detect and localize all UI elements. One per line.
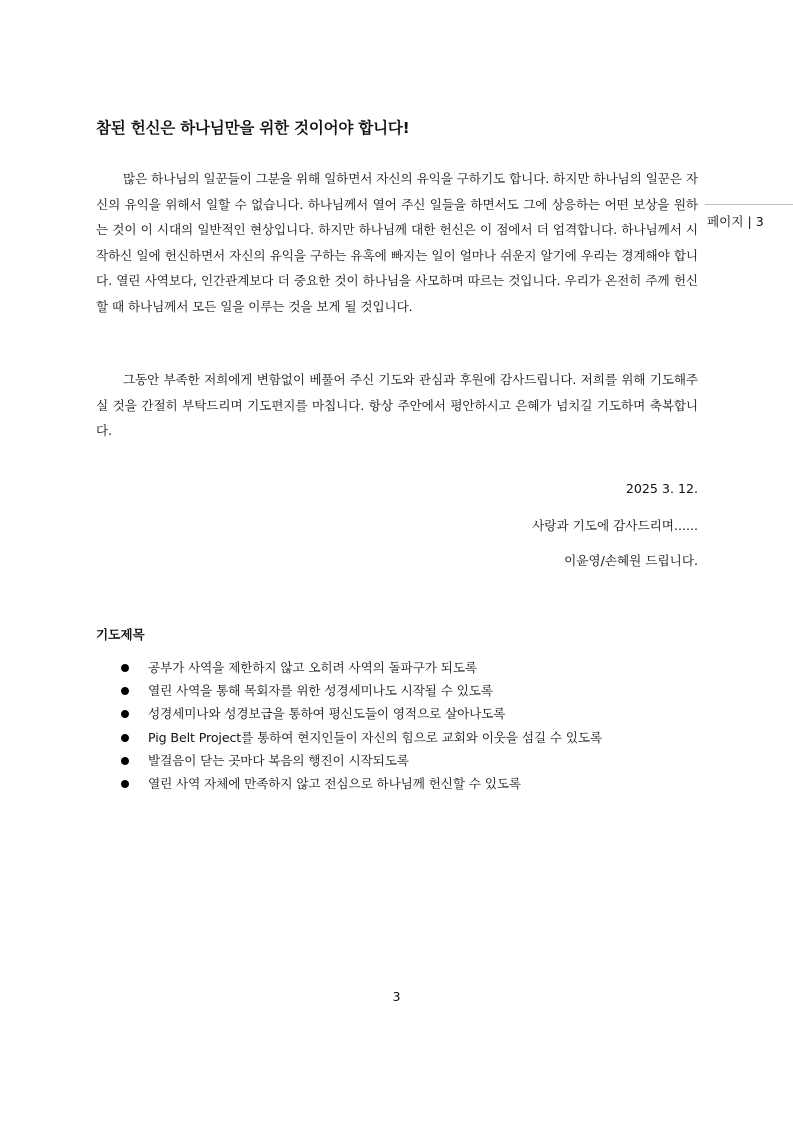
bullet-icon xyxy=(121,687,129,695)
letter-date: 2025 3. 12. xyxy=(625,481,698,496)
body-paragraph-1: 많은 하나님의 일꾼들이 그분을 위해 일하면서 자신의 유익을 구하기도 합니다. 하지만 하나님의 일꾼은 자신의 유익을 위해서 일할 수 없습니다. 하나님께서 열어 주신 일들을 하면서도 그에 상응하는 어떤 보상을 원하는 것이 이 시대의 일반적인 현상입니다. 하지만 하나님께 대한 헌신은 이 점에서 더 엄격합니다. 하나님께서 시작하신 일에 헌신하면서 자신의 유익을 구하는 유혹에 빠지는 일이 얼마나 쉬운지 알기에 우리는 경계해야 합니다. 열린 사역보다, 인간관계보다 더 중요한 것이 하나님을 사모하며 따르는 것입니다. 우리가 온전히 주께 헌신할 때 하나님께서 모든 일을 이루는 것을 보게 될 것입니다. xyxy=(96,171,698,314)
page-number: 3 xyxy=(392,989,401,1004)
prayer-item xyxy=(121,726,602,749)
bullet-icon xyxy=(121,664,129,672)
prayer-item xyxy=(121,772,602,795)
prayer-item-text: 성경세미나와 성경보급을 통하여 평신도들이 영적으로 살아나도록 xyxy=(148,706,506,722)
margin-page-tab-rule xyxy=(705,204,793,205)
prayer-item-text: 열린 사역을 통해 목회자를 위한 성경세미나도 시작될 수 있도록 xyxy=(148,683,493,699)
margin-page-label: 페이지 | 3 xyxy=(707,214,764,229)
letter-closing: 사랑과 기도에 감사드리며...... xyxy=(532,518,698,533)
prayer-item-text: 공부가 사역을 제한하지 않고 오히려 사역의 돌파구가 되도록 xyxy=(148,660,477,675)
letter-signature: 이윤영/손혜원 드립니다. xyxy=(564,553,698,568)
prayer-item-text: Pig Belt Project를 통하여 현지인들이 자신의 힘으로 교회와 이웃을 섬길 수 있도록 xyxy=(148,729,603,745)
prayer-item xyxy=(121,656,602,679)
prayer-section-title: 기도제목 xyxy=(96,627,145,642)
prayer-list xyxy=(121,656,602,795)
prayer-item xyxy=(121,702,602,725)
bullet-icon xyxy=(121,734,129,742)
prayer-item-text: 발걸음이 닫는 곳마다 복음의 행진이 시작되도록 xyxy=(148,752,409,768)
body-paragraph-2: 그동안 부족한 저희에게 변함없이 베풀어 주신 기도와 관심과 후원에 감사드립니다. 저희를 위해 기도해주실 것을 간절히 부탁드리며 기도편지를 마칩니다. 항상 주안에서 평안하시고 은혜가 넘치길 기도하며 축복합니다. xyxy=(96,372,698,439)
bullet-icon xyxy=(121,757,129,765)
bullet-icon xyxy=(121,780,129,788)
prayer-item xyxy=(121,679,602,702)
prayer-item xyxy=(121,749,602,772)
bullet-icon xyxy=(121,710,129,718)
prayer-item-text: 열린 사역 자체에 만족하지 않고 전심으로 하나님께 헌신할 수 있도록 xyxy=(148,775,521,791)
page-title: 참된 헌신은 하나님만을 위한 것이어야 합니다! xyxy=(96,119,410,137)
